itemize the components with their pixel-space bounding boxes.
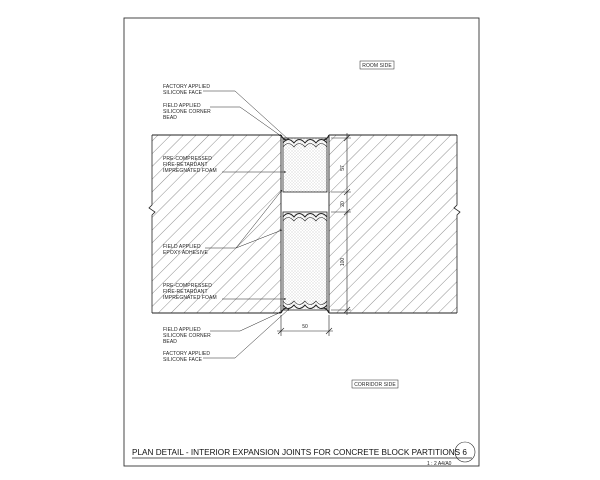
svg-text:PRE-COMPRESSED: PRE-COMPRESSED bbox=[163, 156, 212, 162]
drawing-title: PLAN DETAIL - INTERIOR EXPANSION JOINTS FOR CONCRETE BLOCK PARTITIONS 6 bbox=[132, 447, 468, 457]
svg-text:FIELD APPLIED: FIELD APPLIED bbox=[163, 244, 201, 250]
svg-text:FIRE-RETARDANT: FIRE-RETARDANT bbox=[163, 162, 208, 168]
lower-foam-seal bbox=[281, 212, 329, 313]
corridor-side-label: CORRIDOR SIDE bbox=[354, 382, 396, 388]
dim-gap: 20 bbox=[340, 201, 346, 207]
svg-text:FACTORY APPLIED: FACTORY APPLIED bbox=[163, 84, 211, 90]
svg-text:SILICONE FACE: SILICONE FACE bbox=[163, 90, 203, 96]
svg-text:FIELD APPLIED: FIELD APPLIED bbox=[163, 327, 201, 333]
svg-text:FIELD APPLIED: FIELD APPLIED bbox=[163, 103, 201, 109]
svg-text:IMPREGNATED FOAM: IMPREGNATED FOAM bbox=[163, 295, 217, 301]
svg-text:FIRE-RETARDANT: FIRE-RETARDANT bbox=[163, 289, 208, 295]
callout-top-bead bbox=[163, 103, 281, 136]
svg-text:BEAD: BEAD bbox=[163, 339, 178, 345]
svg-text:BEAD: BEAD bbox=[163, 115, 178, 121]
callout-bottom-bead bbox=[163, 312, 281, 345]
svg-text:SILICONE CORNER: SILICONE CORNER bbox=[163, 333, 211, 339]
svg-text:PRE-COMPRESSED: PRE-COMPRESSED bbox=[163, 283, 212, 289]
svg-text:EPOXY ADHESIVE: EPOXY ADHESIVE bbox=[163, 250, 208, 256]
svg-text:FACTORY APPLIED: FACTORY APPLIED bbox=[163, 351, 211, 357]
dim-joint-width: 50 bbox=[302, 324, 308, 330]
drawing-scale: 1 : 2 A4/A0 bbox=[427, 461, 452, 467]
right-concrete-block bbox=[329, 135, 460, 313]
upper-foam-seal bbox=[281, 135, 329, 192]
room-side-label: ROOM SIDE bbox=[362, 63, 392, 69]
svg-text:SILICONE FACE: SILICONE FACE bbox=[163, 357, 203, 363]
svg-text:IMPREGNATED FOAM: IMPREGNATED FOAM bbox=[163, 168, 217, 174]
dim-lower-seal: 100 bbox=[340, 257, 346, 267]
dim-upper-seal: 57 bbox=[340, 165, 346, 171]
svg-text:SILICONE CORNER: SILICONE CORNER bbox=[163, 109, 211, 115]
